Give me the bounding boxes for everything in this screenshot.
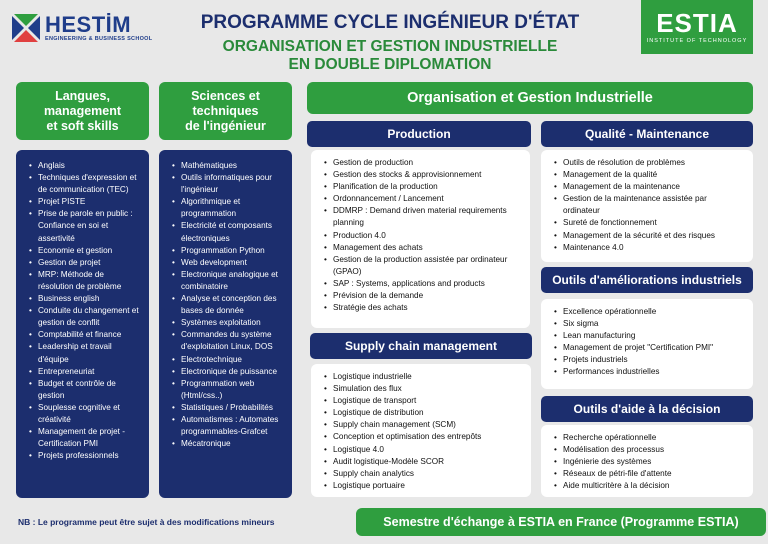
qualite-card <box>541 150 753 262</box>
col1-list-item: • Management de projet - Certification PMI <box>28 426 141 450</box>
ameliorations-list-item: • Performances industrielles <box>553 366 745 378</box>
col1-panel <box>16 150 149 498</box>
hestim-logo <box>12 10 162 46</box>
col2-header <box>159 82 292 140</box>
qualite-list <box>541 150 753 254</box>
estia-logo <box>641 0 753 54</box>
qualite-list-item: • Management de la maintenance <box>553 181 745 193</box>
decision-list-item: • Réseaux de pétri-file d'attente <box>553 468 745 480</box>
col1-list-item: • Leadership et travail d'équipe <box>28 341 141 365</box>
qualite-list-item: • Maintenance 4.0 <box>553 242 745 254</box>
ameliorations-header: Outils d'améliorations industriels <box>541 267 753 293</box>
production-list-item: • SAP : Systems, applications and products <box>323 278 522 290</box>
col2-title-line-1: Sciences et <box>191 88 260 103</box>
col1-list-item: • Projet PISTE <box>28 196 141 208</box>
production-list-item: • DDMRP : Demand driven material requirements planning <box>323 205 522 229</box>
col1-list <box>16 150 149 462</box>
col2-list-item: • Programmation Python <box>171 245 284 257</box>
col2-list-item: • Analyse et conception des bases de donnée <box>171 293 284 317</box>
ameliorations-list-item: • Lean manufacturing <box>553 330 745 342</box>
production-list-item: • Gestion de la production assistée par ordinateur (GPAO) <box>323 254 522 278</box>
col1-list-item: • Anglais <box>28 160 141 172</box>
col2-list-item: • Algorithmique et programmation <box>171 196 284 220</box>
col2-title-line-3: de l'ingénieur <box>185 118 266 133</box>
col1-title-line-1: Langues, <box>55 88 110 103</box>
decision-card <box>541 425 753 497</box>
hestim-subtitle: ENGINEERING & BUSINESS SCHOOL <box>45 36 153 42</box>
production-list <box>311 150 530 314</box>
col2-list-item: • Systèmes exploitation <box>171 317 284 329</box>
decision-header: Outils d'aide à la décision <box>541 396 753 422</box>
supply-list-item: • Simulation des flux <box>323 383 523 395</box>
supply-list-item: • Audit logistique-Modèle SCOR <box>323 456 523 468</box>
qualite-list-item: • Gestion de la maintenance assistée par ordinateur <box>553 193 745 217</box>
col1-list-item: • Prise de parole en public : Confiance en soi et assertivité <box>28 208 141 244</box>
qualite-list-item: • Sureté de fonctionnement <box>553 217 745 229</box>
decision-list-item: • Ingénierie des systèmes <box>553 456 745 468</box>
ameliorations-list-item: • Projets industriels <box>553 354 745 366</box>
hestim-name: HESTİM <box>45 12 132 37</box>
supply-list <box>311 364 531 492</box>
production-header: Production <box>307 121 531 147</box>
qualite-list-item: • Outils de résolution de problèmes <box>553 157 745 169</box>
col2-panel <box>159 150 292 498</box>
estia-subtitle: INSTITUTE OF TECHNOLOGY <box>646 38 748 44</box>
hestim-mark-icon <box>12 14 40 42</box>
supply-list-item: • Logistique portuaire <box>323 480 523 492</box>
decision-list-item: • Recherche opérationnelle <box>553 432 745 444</box>
supply-list-item: • Logistique industrielle <box>323 371 523 383</box>
ameliorations-list-item: • Management de projet "Certification PMI" <box>553 342 745 354</box>
col2-list-item: • Mécatronique <box>171 438 284 450</box>
col2-list-item: • Web development <box>171 257 284 269</box>
col2-list <box>159 150 292 450</box>
page-subtitle <box>160 38 620 74</box>
col1-header <box>16 82 149 140</box>
col2-list-item: • Electrotechnique <box>171 354 284 366</box>
exchange-banner: Semestre d'échange à ESTIA en France (Programme ESTIA) <box>356 508 766 536</box>
col2-list-item: • Electronique analogique et combinatoire <box>171 269 284 293</box>
supply-list-item: • Supply chain analytics <box>323 468 523 480</box>
col1-list-item: • Budget et contrôle de gestion <box>28 378 141 402</box>
col1-list-item: • Comptabilité et finance <box>28 329 141 341</box>
supply-header: Supply chain management <box>310 333 532 359</box>
qualite-list-item: • Management de la qualité <box>553 169 745 181</box>
ameliorations-list <box>541 299 753 379</box>
col2-list-item: • Outils informatiques pour l'ingénieur <box>171 172 284 196</box>
production-card <box>311 150 530 328</box>
decision-list-item: • Aide multicritère à la décision <box>553 480 745 492</box>
col2-list-item: • Programmation web (Html/css..) <box>171 378 284 402</box>
ameliorations-card <box>541 299 753 389</box>
col2-list-item: • Electricité et composants électroniques <box>171 220 284 244</box>
col1-title-line-2: management <box>43 103 122 118</box>
supply-list-item: • Logistique 4.0 <box>323 444 523 456</box>
col1-title-line-3: et soft skills <box>46 118 119 133</box>
col2-list-item: • Commandes du système d'exploitation Linux, DOS <box>171 329 284 353</box>
decision-list-item: • Modélisation des processus <box>553 444 745 456</box>
page-title: PROGRAMME CYCLE INGÉNIEUR D'ÉTAT <box>200 12 580 33</box>
page-subtitle-line-1: ORGANISATION ET GESTION INDUSTRIELLE <box>222 38 558 55</box>
col1-list-item: • Business english <box>28 293 141 305</box>
production-list-item: • Gestion des stocks & approvisionnement <box>323 169 522 181</box>
supply-list-item: • Logistique de distribution <box>323 407 523 419</box>
col1-list-item: • Gestion de projet <box>28 257 141 269</box>
col2-list-item: • Mathématiques <box>171 160 284 172</box>
production-list-item: • Management des achats <box>323 242 522 254</box>
supply-list-item: • Conception et optimisation des entrepôts <box>323 431 523 443</box>
col1-list-item: • MRP: Méthode de résolution de problème <box>28 269 141 293</box>
estia-name: ESTIA <box>656 8 738 38</box>
col1-list-item: • Projets professionnels <box>28 450 141 462</box>
col1-list-item: • Entrepreneuriat <box>28 366 141 378</box>
org-header: Organisation et Gestion Industrielle <box>307 82 753 114</box>
page-subtitle-line-2: EN DOUBLE DIPLOMATION <box>288 56 492 73</box>
supply-list-item: • Logistique de transport <box>323 395 523 407</box>
ameliorations-list-item: • Excellence opérationnelle <box>553 306 745 318</box>
col2-list-item: • Statistiques / Probabilités <box>171 402 284 414</box>
col2-title-line-2: techniques <box>192 103 259 118</box>
ameliorations-list-item: • Six sigma <box>553 318 745 330</box>
col1-list-item: • Techniques d'expression et de communication (TEC) <box>28 172 141 196</box>
qualite-list-item: • Management de la sécurité et des risques <box>553 230 745 242</box>
production-list-item: • Prévision de la demande <box>323 290 522 302</box>
qualite-header: Qualité - Maintenance <box>541 121 753 147</box>
col2-list-item: • Electronique de puissance <box>171 366 284 378</box>
footer-note: NB : Le programme peut être sujet à des modifications mineurs <box>18 517 275 527</box>
col2-list-item: • Automatismes : Automates programmables-Grafcet <box>171 414 284 438</box>
supply-list-item: • Supply chain management (SCM) <box>323 419 523 431</box>
production-list-item: • Ordonnancement / Lancement <box>323 193 522 205</box>
col1-list-item: • Souplesse cognitive et créativité <box>28 402 141 426</box>
production-list-item: • Planification de la production <box>323 181 522 193</box>
col1-list-item: • Conduite du changement et gestion de conflit <box>28 305 141 329</box>
decision-list <box>541 425 753 492</box>
production-list-item: • Production 4.0 <box>323 230 522 242</box>
production-list-item: • Gestion de production <box>323 157 522 169</box>
production-list-item: • Stratégie des achats <box>323 302 522 314</box>
supply-card <box>311 364 531 497</box>
col1-list-item: • Economie et gestion <box>28 245 141 257</box>
